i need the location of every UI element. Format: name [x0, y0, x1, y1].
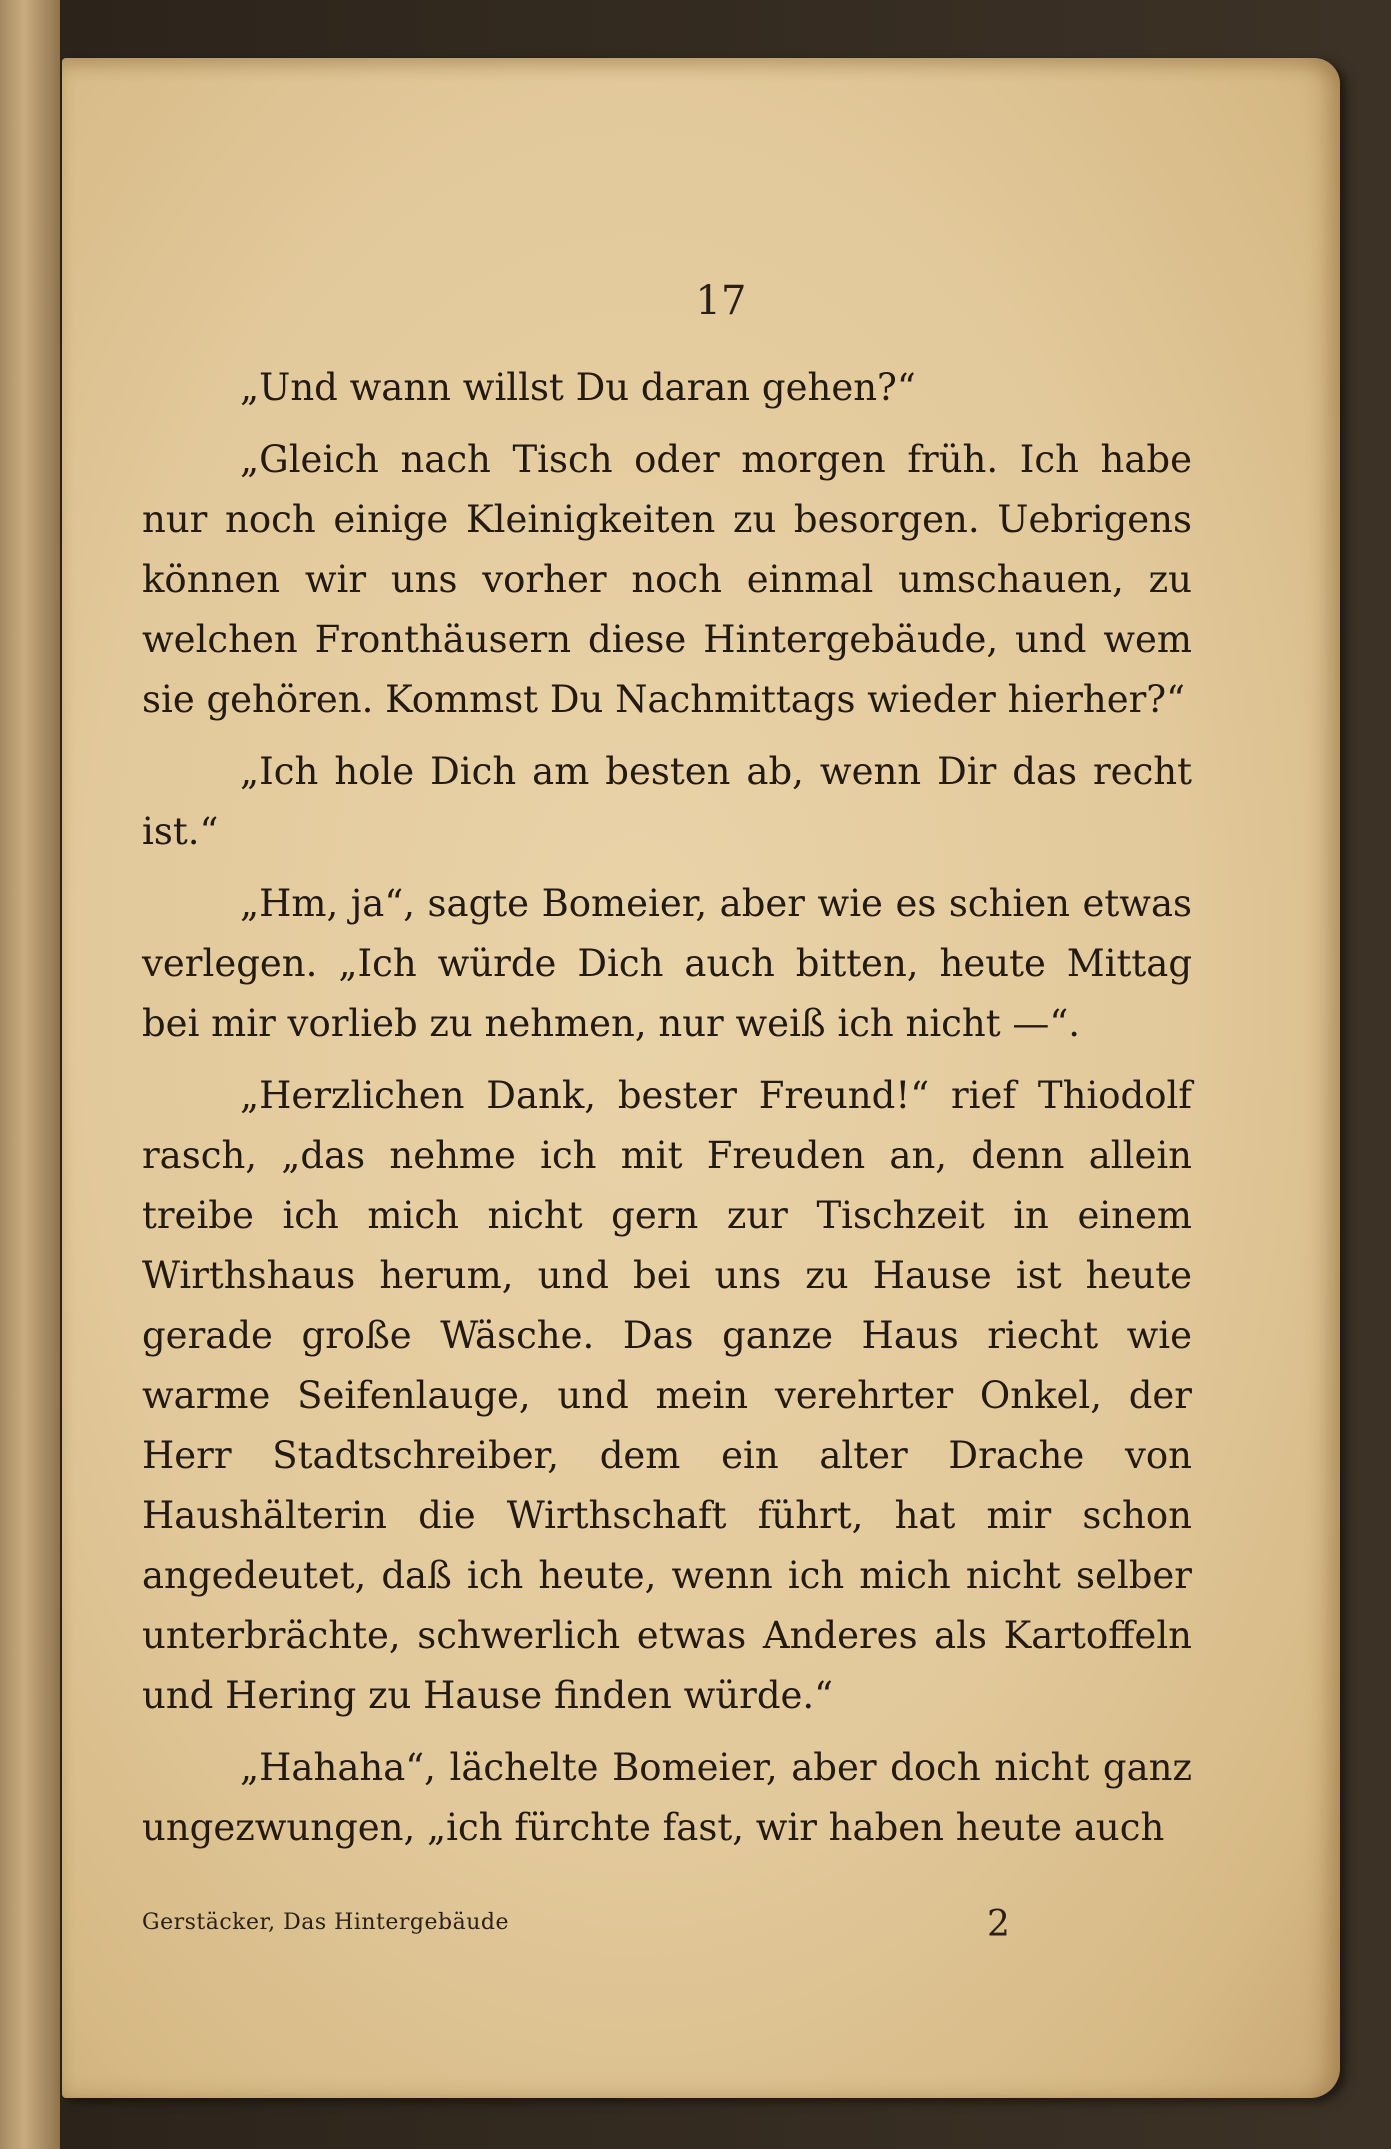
paragraph: „Hm, ja“, sagte Bomeier, aber wie es schien etwas verlegen. „Ich würde Dich auch bitten, heute Mittag bei mir vorlieb zu nehmen, nur weiß ich nicht —“.: [142, 882, 1192, 1045]
paragraph: „Und wann willst Du daran gehen?“: [240, 366, 916, 409]
body-text: [142, 358, 1192, 1858]
book-spine: [0, 0, 60, 2149]
page-footer: [142, 1904, 1192, 1945]
sheet-mark: 2: [987, 1904, 1010, 1945]
footer-signature: Gerstäcker, Das Hintergebäude: [142, 1910, 509, 1935]
paragraph: „Hahaha“, lächelte Bomeier, aber doch nicht ganz ungezwungen, „ich fürchte fast, wir haben heute auch: [142, 1746, 1192, 1849]
paragraph: „Gleich nach Tisch oder morgen früh. Ich habe nur noch einige Kleinigkeiten zu besorgen. Uebrigens können wir uns vorher noch einmal umschauen, zu welchen Fronthäusern diese Hintergebäude, und wem sie gehören. Kommst Du Nachmittags wieder hierher?“: [142, 438, 1192, 721]
paragraph: „Ich hole Dich am besten ab, wenn Dir das recht ist.“: [142, 750, 1192, 853]
paper-page: [62, 58, 1340, 2098]
page-number: 17: [695, 278, 747, 324]
paragraph: „Herzlichen Dank, bester Freund!“ rief Thiodolf rasch, „das nehme ich mit Freuden an, denn allein treibe ich mich nicht gern zur Tischzeit in einem Wirthshaus herum, und bei uns zu Hause ist heute gerade große Wäsche. Das ganze Haus riecht wie warme Seifenlauge, und mein verehrter Onkel, der Herr Stadtschreiber, dem ein alter Drache von Haushälterin die Wirthschaft führt, hat mir schon angedeutet, daß ich heute, wenn ich mich nicht selber unterbrächte, schwerlich etwas Anderes als Kartoffeln und Hering zu Hause finden würde.“: [142, 1074, 1192, 1717]
